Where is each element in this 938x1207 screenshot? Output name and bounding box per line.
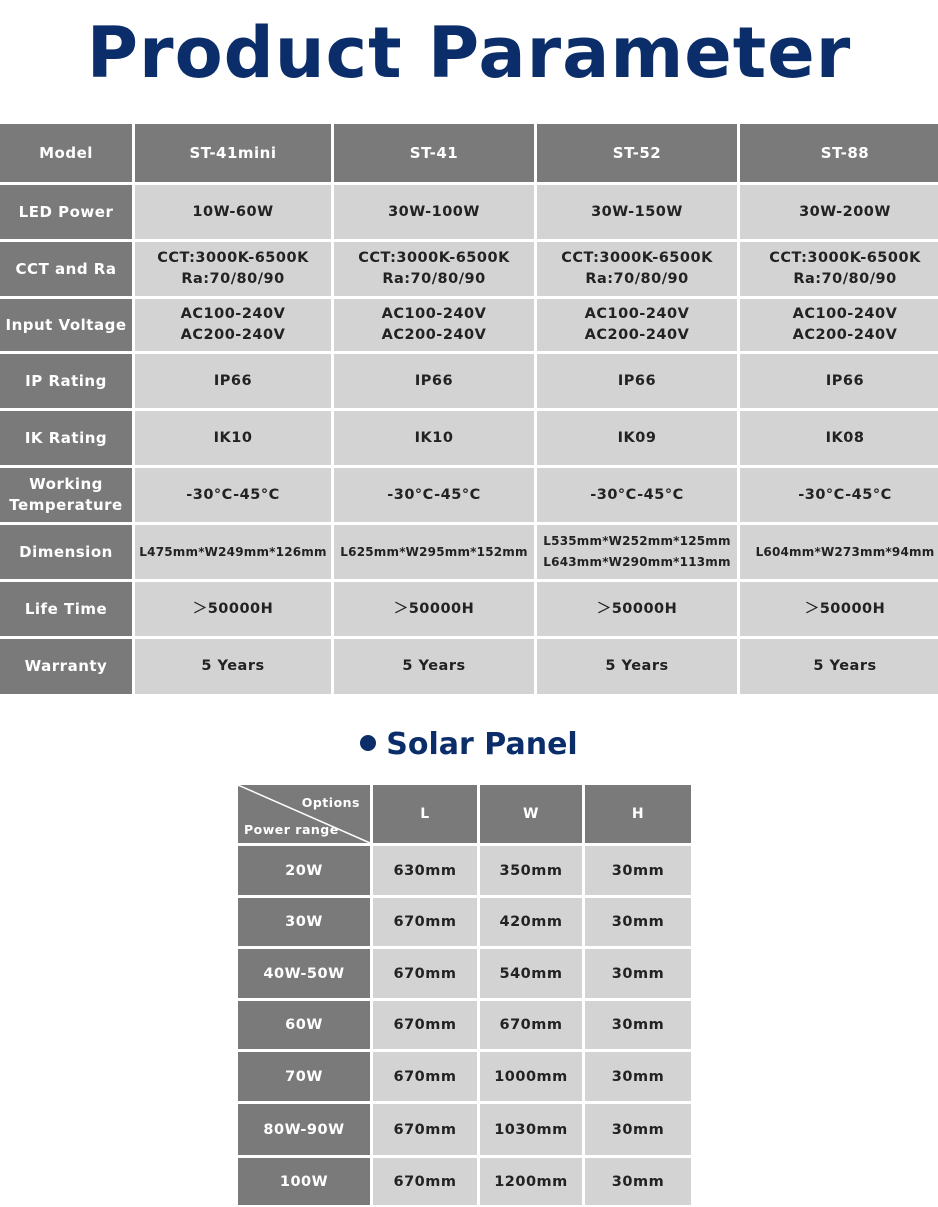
cell-line: AC200-240V: [584, 327, 690, 343]
row-label: CCT and Ra: [0, 242, 132, 296]
table-row: [0, 525, 938, 579]
solar-panel-heading: [0, 722, 938, 768]
solar-cell: 670mm: [373, 949, 477, 998]
solar-cell: 30mm: [585, 1001, 691, 1049]
table-cell: [740, 299, 938, 351]
row-label: [0, 468, 132, 522]
cell-line: 5 Years: [605, 658, 669, 674]
cell-line: IK10: [414, 429, 454, 446]
power-range-cell: 80W-90W: [238, 1104, 370, 1155]
cell-line: -30°C-45°C: [590, 486, 684, 503]
power-range-cell: 60W: [238, 1001, 370, 1049]
solar-cell: 670mm: [373, 1158, 477, 1205]
cell-line: L535mm*W252mm*125mm: [543, 534, 731, 548]
solar-row: [238, 1001, 691, 1049]
table-row: [0, 299, 938, 351]
solar-cell: 30mm: [585, 1052, 691, 1101]
table-cell: [537, 354, 737, 408]
cell-line: 30W-150W: [591, 203, 683, 220]
cell-line: 30W-200W: [799, 203, 891, 220]
table-cell: [537, 411, 737, 465]
table-cell: [740, 185, 938, 239]
table-cell: [334, 639, 534, 694]
table-cell: [135, 411, 331, 465]
page-title: Product Parameter: [86, 12, 852, 94]
solar-cell: 1200mm: [480, 1158, 582, 1205]
cell-line: IP66: [414, 372, 454, 389]
solar-row: [238, 1104, 691, 1155]
solar-header-row: [238, 785, 691, 843]
cell-line: AC100-240V: [584, 306, 690, 322]
table-row: [0, 354, 938, 408]
row-label: IP Rating: [0, 354, 132, 408]
table-cell: [135, 582, 331, 636]
table-cell: [537, 299, 737, 351]
cell-line: ＞50000H: [596, 600, 678, 617]
cell-line: CCT:3000K-6500K: [157, 250, 309, 266]
cell-line: -30°C-45°C: [186, 486, 280, 503]
cell-line: IP66: [825, 372, 865, 389]
header-cell-model: Model: [0, 124, 132, 182]
table-cell: [740, 582, 938, 636]
row-label-line: Temperature: [9, 496, 123, 514]
cell-line: 30W-100W: [388, 203, 480, 220]
cell-line: 5 Years: [813, 658, 877, 674]
cell-line: AC100-240V: [180, 306, 286, 322]
table-cell: [334, 242, 534, 296]
header-cell-2: ST-41: [334, 124, 534, 182]
solar-cell: 670mm: [373, 1001, 477, 1049]
row-label: Life Time: [0, 582, 132, 636]
cell-line: ＞50000H: [393, 600, 475, 617]
table-row: [0, 582, 938, 636]
power-range-cell: 30W: [238, 898, 370, 946]
table-row: [0, 242, 938, 296]
cell-line: 5 Years: [402, 658, 466, 674]
solar-cell: 30mm: [585, 1104, 691, 1155]
table-row: [0, 468, 938, 522]
cell-line: ＞50000H: [804, 600, 886, 617]
table-cell: [135, 299, 331, 351]
cell-line: ＞50000H: [192, 600, 274, 617]
table-cell: [334, 468, 534, 522]
table-cell: [740, 242, 938, 296]
cell-line: L625mm*W295mm*152mm: [340, 544, 528, 559]
solar-cell: 630mm: [373, 846, 477, 895]
solar-row: [238, 949, 691, 998]
row-label: Dimension: [0, 525, 132, 579]
cell-line: L475mm*W249mm*126mm: [139, 544, 327, 559]
cell-line: IP66: [213, 372, 253, 389]
solar-cell: 30mm: [585, 898, 691, 946]
table-cell: [334, 525, 534, 579]
row-label: IK Rating: [0, 411, 132, 465]
table-cell: [740, 525, 938, 579]
solar-panel-title: Solar Panel: [386, 727, 578, 762]
solar-row: [238, 1052, 691, 1101]
solar-cell: 670mm: [373, 1104, 477, 1155]
corner-power-label: Power range: [244, 822, 339, 837]
cell-line: IK08: [825, 429, 865, 446]
power-range-cell: 70W: [238, 1052, 370, 1101]
table-cell: [334, 354, 534, 408]
table-cell: [135, 242, 331, 296]
table-cell: [537, 185, 737, 239]
table-cell: [740, 639, 938, 694]
solar-cell: 670mm: [480, 1001, 582, 1049]
solar-cell: 30mm: [585, 846, 691, 895]
table-cell: [537, 468, 737, 522]
cell-line: Ra:70/80/90: [793, 271, 897, 287]
table-cell: [740, 354, 938, 408]
table-cell: [135, 185, 331, 239]
solar-cell: 670mm: [373, 1052, 477, 1101]
cell-line: Ra:70/80/90: [181, 271, 285, 287]
table-cell: [135, 525, 331, 579]
table-cell: [537, 639, 737, 694]
solar-cell: 670mm: [373, 898, 477, 946]
cell-line: AC100-240V: [792, 306, 898, 322]
table-cell: [334, 582, 534, 636]
table-header-row: [0, 124, 938, 182]
table-cell: [334, 411, 534, 465]
table-cell: [740, 468, 938, 522]
table-cell: [537, 582, 737, 636]
row-label: Warranty: [0, 639, 132, 694]
solar-cell: 350mm: [480, 846, 582, 895]
table-row: [0, 185, 938, 239]
header-cell-4: ST-88: [740, 124, 938, 182]
solar-panel-table: [235, 782, 694, 1207]
table-row: [0, 411, 938, 465]
solar-cell: 1030mm: [480, 1104, 582, 1155]
solar-header-cell: L: [373, 785, 477, 843]
cell-line: Ra:70/80/90: [382, 271, 486, 287]
table-cell: [334, 299, 534, 351]
table-cell: [135, 468, 331, 522]
row-label-line: Working: [29, 475, 103, 493]
solar-cell: 30mm: [585, 949, 691, 998]
parameter-table: [0, 121, 938, 697]
table-cell: [537, 525, 737, 579]
cell-line: Ra:70/80/90: [585, 271, 689, 287]
power-range-cell: 20W: [238, 846, 370, 895]
cell-line: IP66: [617, 372, 657, 389]
cell-line: AC100-240V: [381, 306, 487, 322]
solar-row: [238, 1158, 691, 1205]
row-label: Input Voltage: [0, 299, 132, 351]
solar-cell: 1000mm: [480, 1052, 582, 1101]
cell-line: L643mm*W290mm*113mm: [543, 555, 731, 569]
cell-line: IK09: [617, 429, 657, 446]
header-cell-3: ST-52: [537, 124, 737, 182]
cell-line: -30°C-45°C: [387, 486, 481, 503]
solar-header-cell: H: [585, 785, 691, 843]
cell-line: CCT:3000K-6500K: [561, 250, 713, 266]
cell-line: CCT:3000K-6500K: [769, 250, 921, 266]
row-label: LED Power: [0, 185, 132, 239]
power-range-cell: 100W: [238, 1158, 370, 1205]
table-cell: [537, 242, 737, 296]
solar-row: [238, 898, 691, 946]
cell-line: -30°C-45°C: [798, 486, 892, 503]
table-cell: [135, 639, 331, 694]
table-cell: [740, 411, 938, 465]
bullet-dot-icon: [360, 735, 376, 751]
solar-cell: 30mm: [585, 1158, 691, 1205]
cell-line: AC200-240V: [381, 327, 487, 343]
solar-cell: 540mm: [480, 949, 582, 998]
solar-row: [238, 846, 691, 895]
table-cell: [334, 185, 534, 239]
power-range-cell: 40W-50W: [238, 949, 370, 998]
cell-line: CCT:3000K-6500K: [358, 250, 510, 266]
cell-line: 10W-60W: [192, 203, 274, 220]
table-cell: [135, 354, 331, 408]
cell-line: L604mm*W273mm*94mm: [755, 544, 935, 559]
solar-cell: 420mm: [480, 898, 582, 946]
corner-header-cell: [238, 785, 370, 843]
cell-line: 5 Years: [201, 658, 265, 674]
corner-options-label: Options: [301, 795, 360, 810]
table-row: [0, 639, 938, 694]
solar-header-cell: W: [480, 785, 582, 843]
cell-line: IK10: [213, 429, 253, 446]
cell-line: AC200-240V: [792, 327, 898, 343]
header-cell-1: ST-41mini: [135, 124, 331, 182]
cell-line: AC200-240V: [180, 327, 286, 343]
